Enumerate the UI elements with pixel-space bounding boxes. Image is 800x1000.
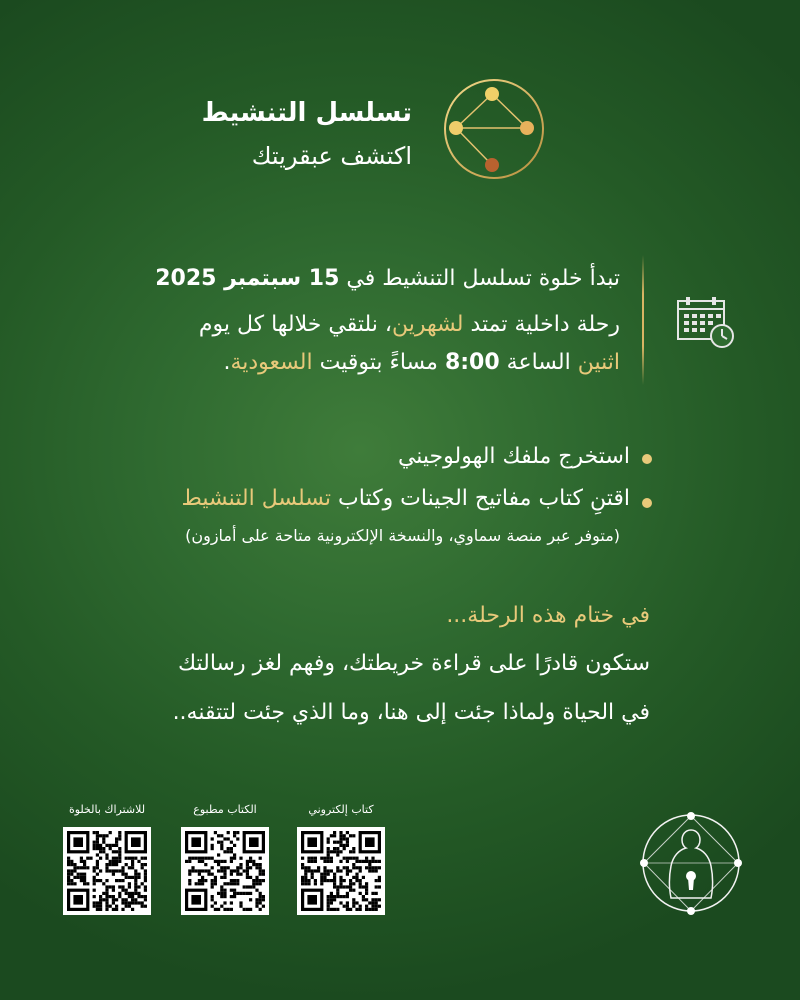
timezone-highlight: السعودية	[230, 350, 313, 375]
qr-label-printed: الكتاب مطبوع	[193, 803, 257, 816]
schedule-time-line	[223, 350, 620, 375]
connected-nodes-circle-icon	[442, 77, 546, 181]
schedule-start-date: 15 سبتمبر 2025	[155, 266, 340, 291]
vertical-divider	[642, 255, 644, 385]
schedule-duration-line	[199, 312, 620, 337]
books-text: اقتنِ كتاب مفاتيح الجينات وكتاب	[331, 486, 630, 511]
qr-code-ebook[interactable]	[297, 827, 385, 915]
duration-highlight: لشهرين	[391, 312, 464, 337]
bullet-dot	[642, 454, 652, 464]
qr-label-subscribe: للاشتراك بالخلوة	[68, 803, 146, 816]
book-title-highlight: تسلسل التنشيط	[181, 486, 332, 511]
conclusion-title: في ختام هذه الرحلة...	[446, 603, 650, 628]
qr-code-subscribe[interactable]	[63, 827, 151, 915]
keyhole-figure-circle-icon	[638, 808, 744, 922]
timezone-text: مساءً بتوقيت	[312, 350, 445, 375]
conclusion-line-1: ستكون قادرًا على قراءة خريطتك، وفهم لغز رسالتك	[177, 651, 650, 676]
availability-note: (متوفر عبر منصة سماوي، والنسخة الإلكترونية متاحة على أمازون)	[185, 526, 620, 545]
qr-label-ebook: كتاب إلكتروني	[308, 803, 374, 816]
bullet-item-books	[181, 486, 630, 511]
duration-text-rest: ، نلتقي خلالها كل يوم	[198, 312, 392, 337]
time-text: الساعة	[499, 350, 578, 375]
day-highlight: اثنين	[577, 350, 620, 375]
bullet-dot	[642, 498, 652, 508]
page-subtitle: اكتشف عبقريتك	[251, 142, 412, 170]
period: .	[223, 350, 231, 375]
time-value: 8:00	[444, 350, 500, 375]
duration-text: رحلة داخلية تمتد	[463, 312, 620, 337]
qr-code-printed-book[interactable]	[181, 827, 269, 915]
calendar-clock-icon	[676, 295, 736, 350]
schedule-start-line	[155, 266, 620, 291]
page-title: تسلسل التنشيط	[201, 98, 412, 128]
bullet-item-profile: استخرج ملفك الهولوجيني	[397, 444, 630, 469]
conclusion-line-2: في الحياة ولماذا جئت إلى هنا، وما الذي جئت لتتقنه..	[172, 700, 650, 725]
schedule-start-text: تبدأ خلوة تسلسل التنشيط في	[339, 266, 620, 291]
